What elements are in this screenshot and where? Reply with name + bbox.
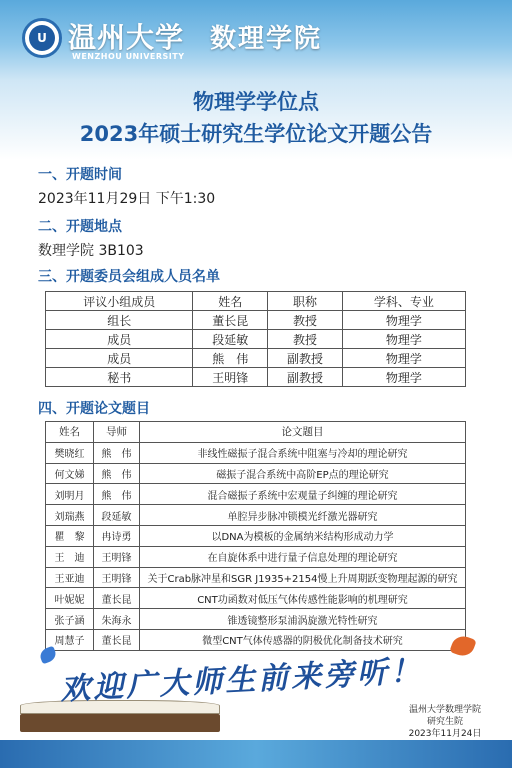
committee-header-cell: 评议小组成员 bbox=[46, 292, 193, 311]
theses-header-cell: 导师 bbox=[94, 422, 140, 443]
theses-cell: 锥透镜整形泵浦涡旋激光特性研究 bbox=[140, 609, 466, 630]
committee-cell: 副教授 bbox=[268, 368, 343, 387]
committee-cell: 物理学 bbox=[342, 311, 465, 330]
committee-cell: 教授 bbox=[268, 330, 343, 349]
theses-row bbox=[46, 609, 466, 630]
theses-row bbox=[46, 463, 466, 484]
theses-header-row bbox=[46, 422, 466, 443]
committee-header-row bbox=[46, 292, 466, 311]
footer-date: 2023年11月24日 bbox=[408, 729, 482, 739]
committee-row bbox=[46, 311, 466, 330]
theses-row bbox=[46, 567, 466, 588]
committee-cell: 熊 伟 bbox=[193, 349, 268, 368]
committee-row bbox=[46, 330, 466, 349]
committee-cell: 教授 bbox=[268, 311, 343, 330]
theses-cell: 段延敏 bbox=[94, 505, 140, 526]
footer-org-1: 温州大学数理学院 bbox=[408, 705, 481, 715]
theses-cell: 熊 伟 bbox=[94, 442, 140, 463]
theses-header-cell: 论文题目 bbox=[140, 422, 466, 443]
theses-cell: 董长昆 bbox=[94, 629, 140, 650]
theses-cell: 熊 伟 bbox=[94, 463, 140, 484]
theses-row bbox=[46, 505, 466, 526]
committee-row bbox=[46, 349, 466, 368]
committee-cell: 组长 bbox=[46, 311, 193, 330]
theses-cell: 在自旋体系中进行量子信息处理的理论研究 bbox=[140, 546, 466, 567]
committee-heading: 三、开题委员会组成人员名单 bbox=[38, 269, 220, 285]
committee-cell: 王明锋 bbox=[193, 368, 268, 387]
title-line1: 物理学学位点 bbox=[193, 90, 319, 114]
committee-header-cell: 学科、专业 bbox=[342, 292, 465, 311]
committee-header-cell: 职称 bbox=[268, 292, 343, 311]
theses-row bbox=[46, 484, 466, 505]
school-name: 数理学院 bbox=[210, 24, 323, 54]
bottom-bar bbox=[0, 740, 512, 768]
theses-heading: 四、开题论文题目 bbox=[38, 401, 150, 417]
committee-cell: 副教授 bbox=[268, 349, 343, 368]
committee-cell: 秘书 bbox=[46, 368, 193, 387]
committee-cell: 成员 bbox=[46, 330, 193, 349]
place-heading: 二、开题地点 bbox=[38, 219, 122, 235]
theses-row bbox=[46, 525, 466, 546]
committee-header-cell: 姓名 bbox=[193, 292, 268, 311]
theses-cell: 王明锋 bbox=[94, 567, 140, 588]
theses-row bbox=[46, 588, 466, 609]
theses-cell: 非线性磁振子混合系统中阻塞与冷却的理论研究 bbox=[140, 442, 466, 463]
committee-row bbox=[46, 368, 466, 387]
theses-row bbox=[46, 442, 466, 463]
theses-cell: 朱海永 bbox=[94, 609, 140, 630]
theses-cell: 以DNA为模板的金属纳米结构形成动力学 bbox=[140, 525, 466, 546]
theses-cell: 混合磁振子系统中宏观量子纠缠的理论研究 bbox=[140, 484, 466, 505]
place-value: 数理学院 3B103 bbox=[38, 243, 144, 259]
theses-cell: 周慧子 bbox=[46, 629, 94, 650]
logo-mark: U bbox=[29, 25, 55, 51]
theses-cell: CNT功函数对低压气体传感性能影响的机理研究 bbox=[140, 588, 466, 609]
theses-cell: 磁振子混合系统中高阶EP点的理论研究 bbox=[140, 463, 466, 484]
committee-cell: 段延敏 bbox=[193, 330, 268, 349]
theses-cell: 王明锋 bbox=[94, 546, 140, 567]
theses-cell: 何文娣 bbox=[46, 463, 94, 484]
committee-cell: 物理学 bbox=[342, 349, 465, 368]
theses-cell: 董长昆 bbox=[94, 588, 140, 609]
theses-cell: 王 迪 bbox=[46, 546, 94, 567]
committee-table bbox=[45, 291, 466, 387]
theses-cell: 刘瑞燕 bbox=[46, 505, 94, 526]
theses-cell: 微型CNT气体传感器的阴极优化制备技术研究 bbox=[140, 629, 466, 650]
theses-cell: 叶妮妮 bbox=[46, 588, 94, 609]
theses-cell: 单腔异步脉冲锁模光纤激光器研究 bbox=[140, 505, 466, 526]
theses-cell: 樊晓红 bbox=[46, 442, 94, 463]
time-value: 2023年11月29日 下午1:30 bbox=[38, 191, 216, 207]
theses-cell: 王亚迪 bbox=[46, 567, 94, 588]
university-name-en: WENZHOU UNIVERSITY bbox=[72, 52, 185, 61]
committee-cell: 董长昆 bbox=[193, 311, 268, 330]
title-line2: 2023年硕士研究生学位论文开题公告 bbox=[79, 122, 433, 146]
theses-table bbox=[45, 421, 466, 651]
theses-cell: 瞿 黎 bbox=[46, 525, 94, 546]
university-logo bbox=[22, 18, 62, 58]
time-heading: 一、开题时间 bbox=[38, 167, 122, 183]
committee-cell: 物理学 bbox=[342, 330, 465, 349]
theses-cell: 刘明月 bbox=[46, 484, 94, 505]
theses-row bbox=[46, 546, 466, 567]
theses-header-cell: 姓名 bbox=[46, 422, 94, 443]
theses-cell: 张子涵 bbox=[46, 609, 94, 630]
theses-cell: 关于Crab脉冲星和SGR J1935+2154慢上升周期跃变物理起源的研究 bbox=[140, 567, 466, 588]
welcome-slogan: 欢迎广大师生前来旁听！ bbox=[59, 653, 424, 708]
university-name-cn: 温州大学 bbox=[68, 21, 185, 54]
theses-cell: 冉诗勇 bbox=[94, 525, 140, 546]
footer-org-2: 研究生院 bbox=[426, 717, 463, 727]
committee-cell: 成员 bbox=[46, 349, 193, 368]
committee-cell: 物理学 bbox=[342, 368, 465, 387]
theses-cell: 熊 伟 bbox=[94, 484, 140, 505]
